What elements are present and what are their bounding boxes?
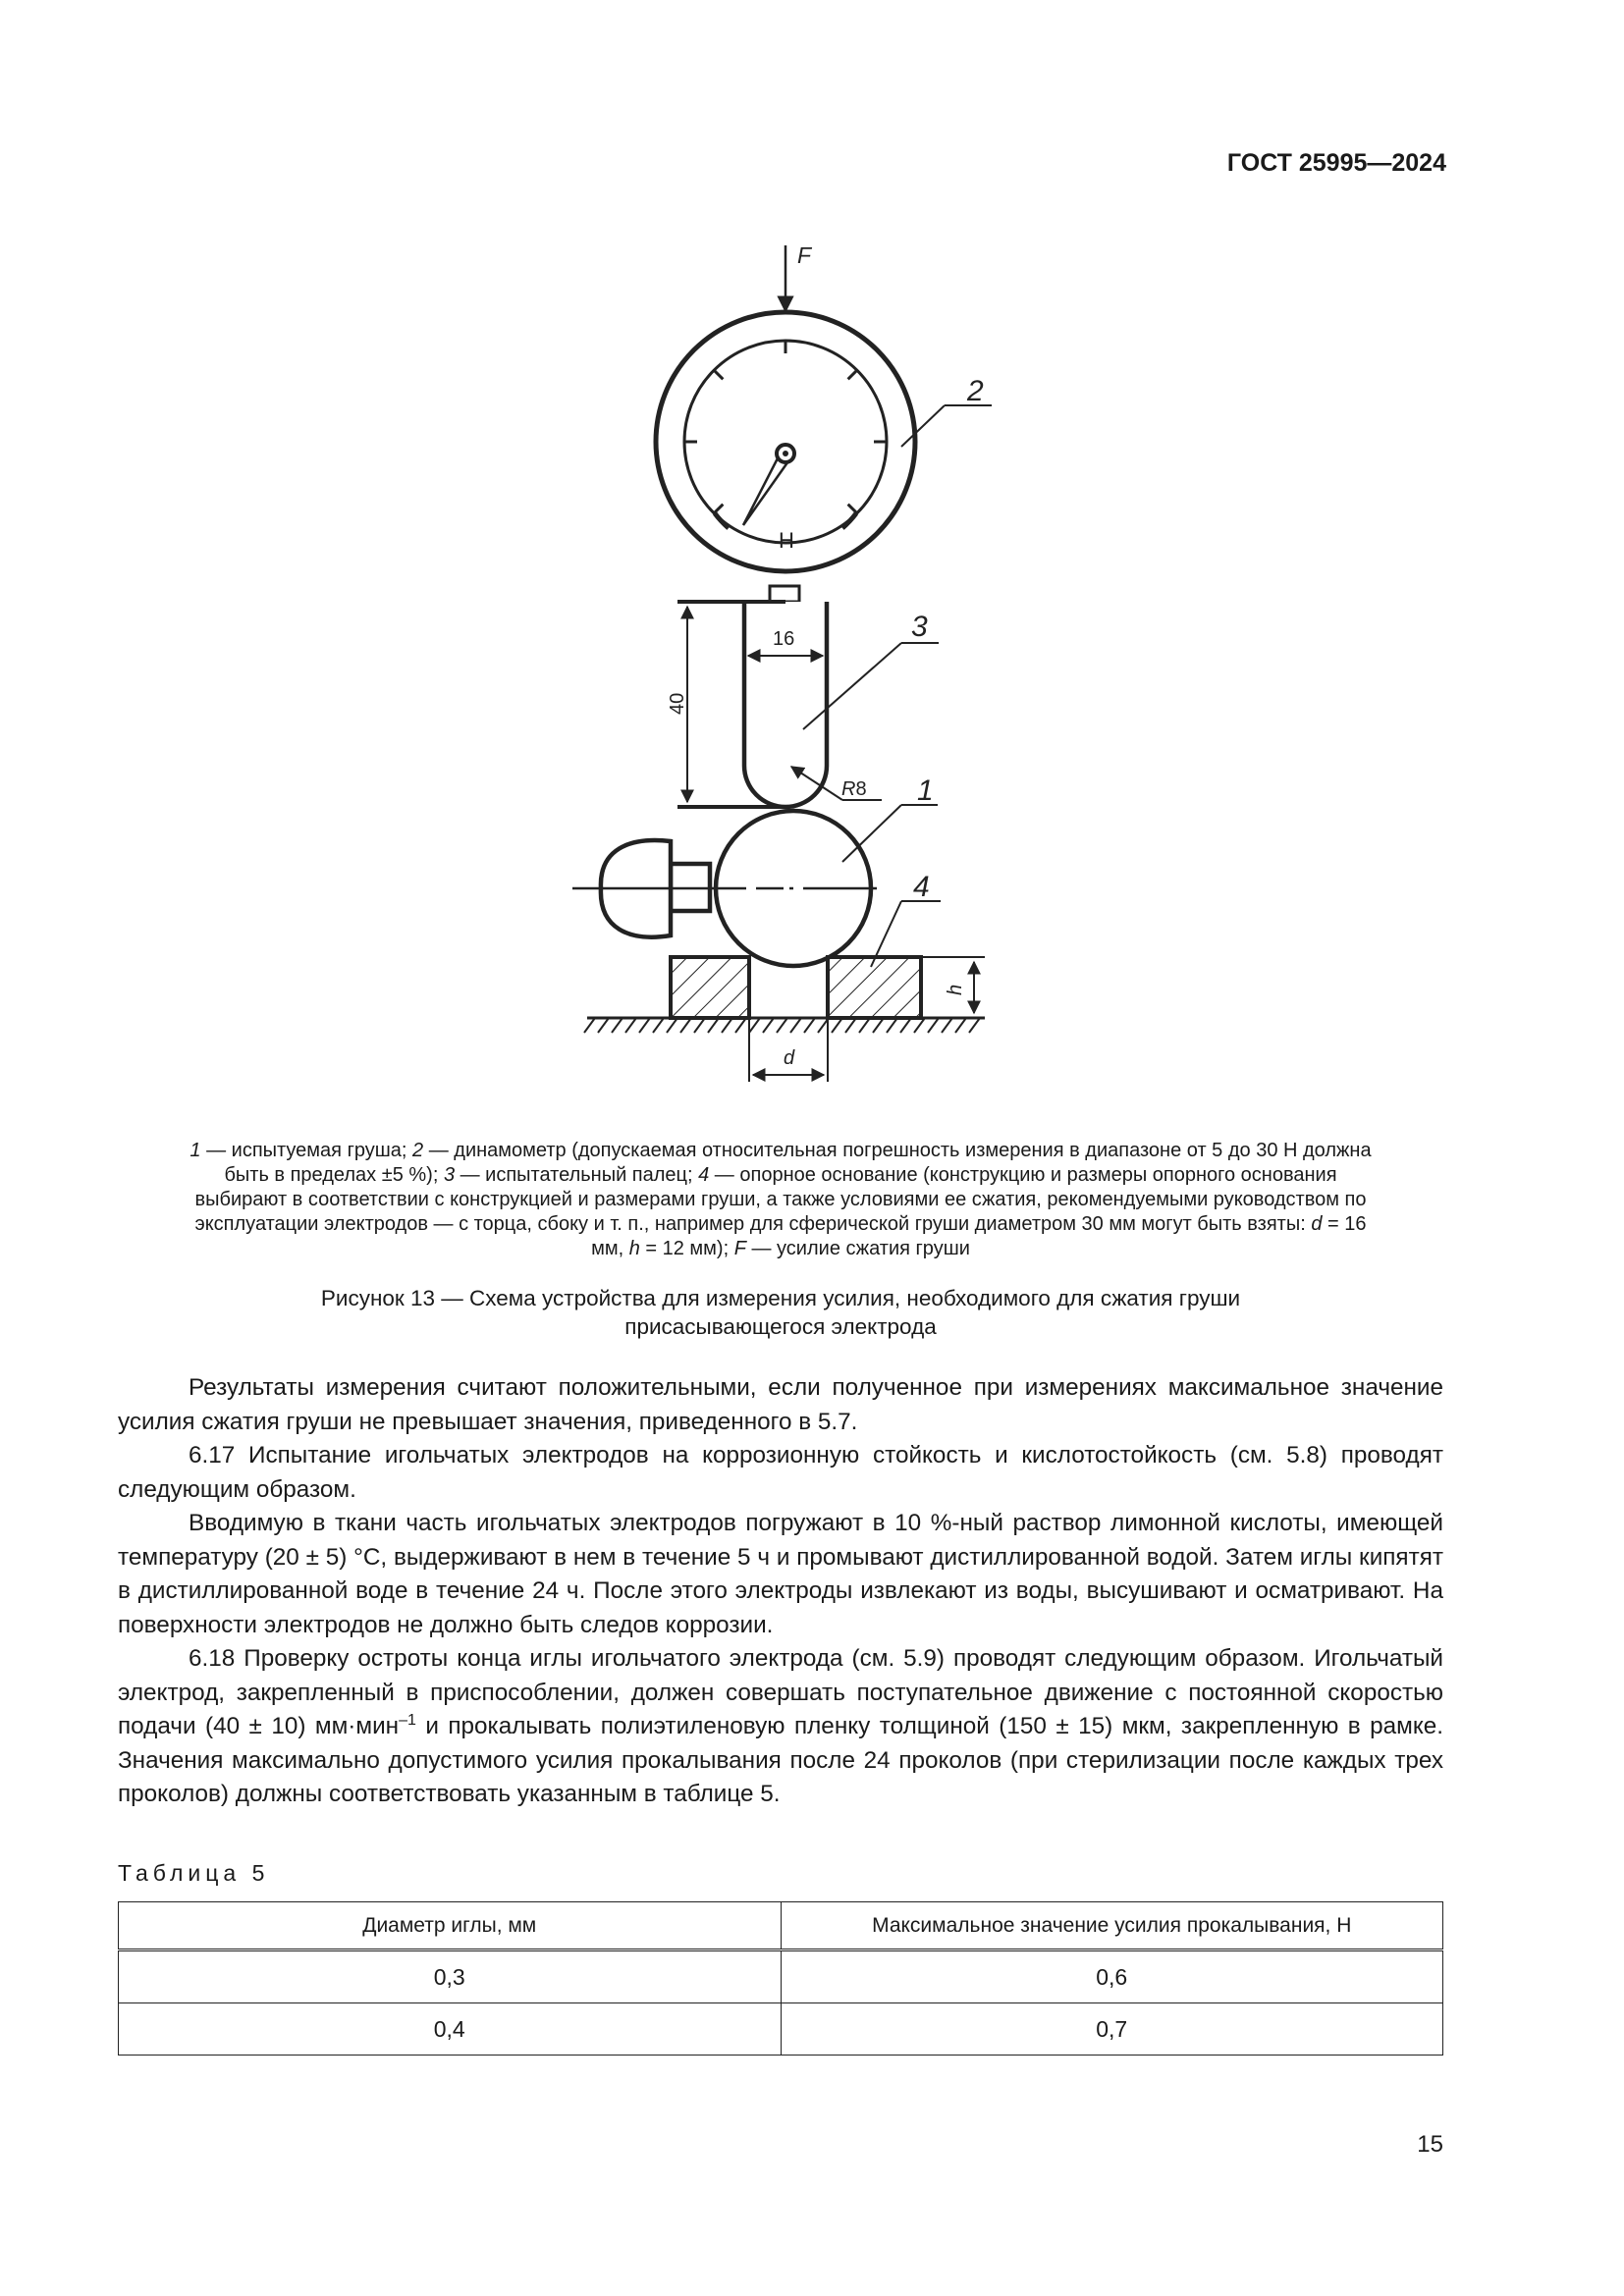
support-base-left xyxy=(671,957,749,1018)
ground-hatch-line xyxy=(749,1018,760,1033)
ground-hatch-line xyxy=(735,1018,746,1033)
ground-hatch-line xyxy=(722,1018,732,1033)
part-2-label: 2 xyxy=(967,375,984,407)
table-cell: 0,4 xyxy=(119,2003,782,2056)
dynamometer-connector xyxy=(770,586,799,602)
ground-hatch-line xyxy=(653,1018,664,1033)
ground-hatch-line xyxy=(790,1018,801,1033)
legend-key: 4 xyxy=(698,1164,710,1186)
legend-text: = 12 мм); xyxy=(639,1238,734,1259)
legend-key: 1 xyxy=(189,1140,201,1161)
figure-13-diagram xyxy=(560,236,1011,1099)
page-number: 15 xyxy=(1417,2131,1443,2158)
ground-hatch-line xyxy=(832,1018,842,1033)
ground-hatch-line xyxy=(887,1018,897,1033)
ground-hatch-line xyxy=(612,1018,623,1033)
legend-key: h xyxy=(628,1238,640,1259)
ground-hatch-line xyxy=(694,1018,705,1033)
table-cell: 0,3 xyxy=(119,1950,782,2003)
dial-needle xyxy=(743,445,794,525)
ground-hatch-line xyxy=(667,1018,677,1033)
caption-line-2: присасывающегося электрода xyxy=(624,1314,937,1339)
table-cell: 0,6 xyxy=(781,1950,1443,2003)
figure-legend xyxy=(177,1139,1384,1261)
table-5 xyxy=(118,1901,1443,2056)
ground-hatch-line xyxy=(708,1018,719,1033)
ground-hatch-line xyxy=(859,1018,870,1033)
ground-hatch-line xyxy=(914,1018,925,1033)
dim-d-label: d xyxy=(784,1047,795,1069)
legend-text: — испытательный палец; xyxy=(455,1164,699,1186)
ground-hatch-line xyxy=(942,1018,952,1033)
caption-line-1: Рисунок 13 — Схема устройства для измерения усилия, необходимого для сжатия груши xyxy=(320,1286,1241,1310)
dim-h-label: h xyxy=(945,984,966,995)
dim-height-label: 40 xyxy=(667,692,688,715)
legend-text: — испытуемая груша; xyxy=(200,1140,413,1161)
ground-hatch-line xyxy=(928,1018,939,1033)
legend-text: — динамометр (допускаемая относительная погрешность измерения в диапазоне от 5 до 30 Н должна быть в пределах ±5 %); xyxy=(224,1140,1372,1186)
paragraph-corrosion-procedure: Вводимую в ткани часть игольчатых электродов погружают в 10 %-ный раствор лимонной кислоты, имеющей температуру (20 ± 5) °С, выдерживают в нем в течение 5 ч и промывают дистиллированной водой. Затем иглы кипятят в дистиллированной воде в течение 24 ч. После этого электроды извлекают из воды, высушивают и осматривают. На поверхности электродов не должно быть следов коррозии. xyxy=(118,1510,1443,1638)
legend-text: = 16 мм, xyxy=(591,1213,1367,1259)
ground-hatch-line xyxy=(639,1018,650,1033)
legend-key: d xyxy=(1311,1213,1323,1235)
ground-hatch-line xyxy=(873,1018,884,1033)
table-label: Таблица 5 xyxy=(118,1860,270,1886)
figure-caption xyxy=(177,1284,1384,1341)
ground-hatch-line xyxy=(804,1018,815,1033)
part-1-label: 1 xyxy=(917,774,934,807)
paragraph-6-17: 6.17 Испытание игольчатых электродов на коррозионную стойкость и кислотостойкость (см. 5.8) проводят следующим образом. xyxy=(118,1442,1443,1503)
table-row xyxy=(119,2003,1443,2056)
dial-tick xyxy=(714,505,723,513)
ground-hatch-line xyxy=(763,1018,774,1033)
part-4-label: 4 xyxy=(913,871,930,903)
paragraph-6-18: 6.18 Проверку остроты конца иглы игольчатого электрода (см. 5.9) проводят следующим образом. Игольчатый электрод, закрепленный в приспособлении, должен совершать поступательное движение с постоянной скоростью подачи (40 ± 10) мм·мин$^{-1}$ и прокалывать полиэтиленовую пленку толщиной (150 ± 15) мкм, закрепленную в рамке. Значения максимально допустимого усилия прокалывания после 24 проколов (при стерилизации после каждых трех проколов) должны соответствовать указанным в таблице 5. xyxy=(118,1645,1443,1807)
paragraph-results: Результаты измерения считают положительными, если полученное при измерениях максимальное значение усилия сжатия груши не превышает значения, приведенного в 5.7. xyxy=(118,1374,1443,1435)
body-text xyxy=(118,1371,1443,1812)
table-header-cell: Максимальное значение усилия прокалывания, Н xyxy=(781,1902,1443,1950)
table-header-cell: Диаметр иглы, мм xyxy=(119,1902,782,1950)
legend-key: 3 xyxy=(443,1164,456,1186)
part-3-label: 3 xyxy=(911,611,928,643)
ground-hatch-line xyxy=(955,1018,966,1033)
ground-hatch-line xyxy=(584,1018,595,1033)
ground-hatch-line xyxy=(625,1018,636,1033)
dial-tick xyxy=(848,370,857,379)
dial-unit-label: Н xyxy=(779,528,794,553)
table-header-row xyxy=(119,1902,1443,1950)
legend-text: — усилие сжатия груши xyxy=(745,1238,970,1259)
table-cell: 0,7 xyxy=(781,2003,1443,2056)
ground-hatch-line xyxy=(680,1018,691,1033)
dim-radius-label: R8 xyxy=(841,778,867,800)
document-header: ГОСТ 25995—2024 xyxy=(1226,149,1446,177)
table-row xyxy=(119,1950,1443,2003)
legend-text: — опорное основание (конструкцию и размеры опорного основания выбирают в соответствии с конструкцией и размерами груши, а также условиями ее сжатия, рекомендуемыми руководством по эксплуатации электродов — с торца, сбоку и т. п., например для сферической груши диаметром 30 мм могут быть взяты: xyxy=(194,1164,1367,1235)
ground-hatch-line xyxy=(969,1018,980,1033)
legend-key: F xyxy=(733,1238,746,1259)
ground-hatch-line xyxy=(777,1018,787,1033)
ground-hatch-line xyxy=(845,1018,856,1033)
dial-tick xyxy=(714,370,723,379)
force-label: F xyxy=(797,242,812,268)
legend-key: 2 xyxy=(412,1140,424,1161)
ground-hatch-line xyxy=(900,1018,911,1033)
ground-hatch-line xyxy=(598,1018,609,1033)
support-base-right xyxy=(828,957,921,1018)
dial-tick xyxy=(848,505,857,513)
dim-width-label: 16 xyxy=(773,628,795,650)
